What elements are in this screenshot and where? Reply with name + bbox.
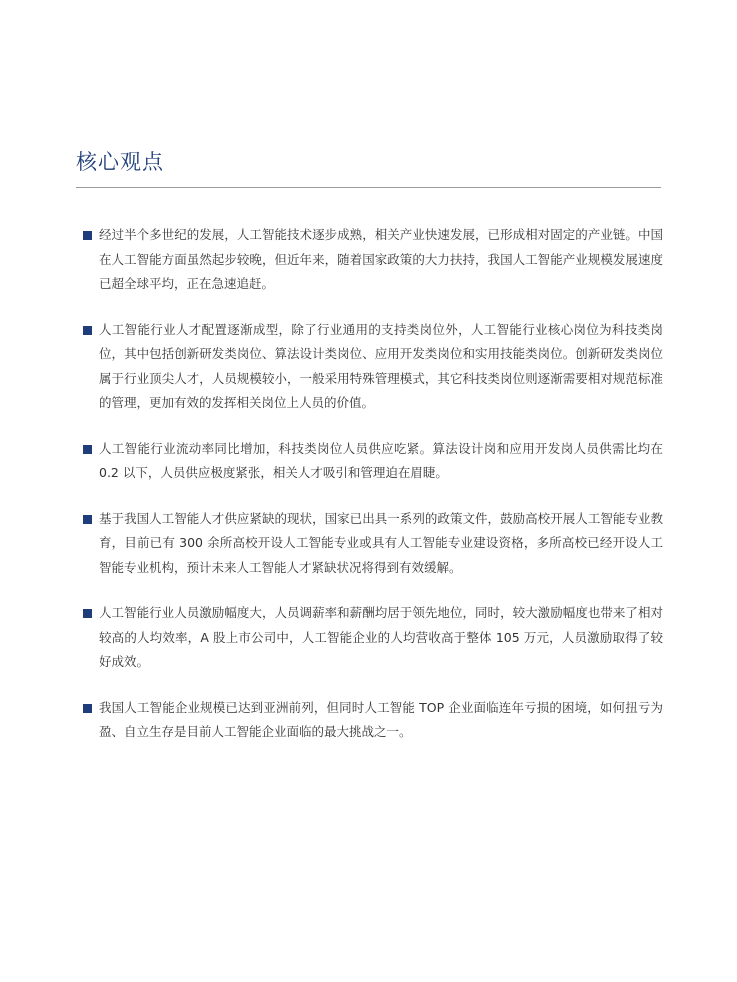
key-point-text: 人工智能行业流动率同比增加，科技类岗位人员供应吃紧。算法设计岗和应用开发岗人员供需比均在 0.2 以下，人员供应极度紧张，相关人才吸引和管理迫在眉睫。 — [99, 440, 663, 480]
key-point — [83, 223, 663, 297]
page-title: 核心观点 — [76, 150, 164, 174]
key-point-text: 基于我国人工智能人才供应紧缺的现状，国家已出具一系列的政策文件，鼓励高校开展人工智能专业教育，目前已有 300 余所高校开设人工智能专业或具有人工智能专业建设资格，多所高校已经开设人工智能专业机构，预计未来人工智能人才紧缺状况将得到有效缓解。 — [99, 510, 663, 575]
key-point-text: 人工智能行业人员激励幅度大，人员调薪率和薪酬均居于领先地位，同时，较大激励幅度也带来了相对较高的人均效率，A 股上市公司中，人工智能企业的人均营收高于整体 105 万元，人员激励取得了较好成效。 — [99, 605, 663, 669]
square-bullet-icon — [83, 704, 92, 713]
square-bullet-icon — [83, 326, 92, 335]
square-bullet-icon — [83, 609, 92, 618]
square-bullet-icon — [83, 231, 92, 240]
key-point — [83, 437, 663, 486]
key-point-text: 人工智能行业人才配置逐渐成型，除了行业通用的支持类岗位外，人工智能行业核心岗位为科技类岗位，其中包括创新研发类岗位、算法设计类岗位、应用开发类岗位和实用技能类岗位。创新研发类岗位属于行业顶尖人才，人员规模较小，一般采用特殊管理模式，其它科技类岗位则逐渐需要相对规范标准的管理，更加有效的发挥相关岗位上人员的价值。 — [99, 321, 663, 410]
square-bullet-icon — [83, 515, 92, 524]
key-point — [83, 601, 663, 675]
key-point — [83, 318, 663, 416]
title-divider — [76, 187, 661, 188]
square-bullet-icon — [83, 445, 92, 454]
key-point-text: 我国人工智能企业规模已达到亚洲前列，但同时人工智能 TOP 企业面临连年亏损的困境，如何扭亏为盈、自立生存是目前人工智能企业面临的最大挑战之一。 — [99, 699, 663, 739]
key-point-text: 经过半个多世纪的发展，人工智能技术逐步成熟，相关产业快速发展，已形成相对固定的产业链。中国在人工智能方面虽然起步较晚，但近年来，随着国家政策的大力扶持，我国人工智能产业规模发展速度已超全球平均，正在急速追赶。 — [99, 227, 663, 291]
key-points-list — [83, 223, 663, 745]
key-point — [83, 507, 663, 581]
key-point — [83, 696, 663, 745]
